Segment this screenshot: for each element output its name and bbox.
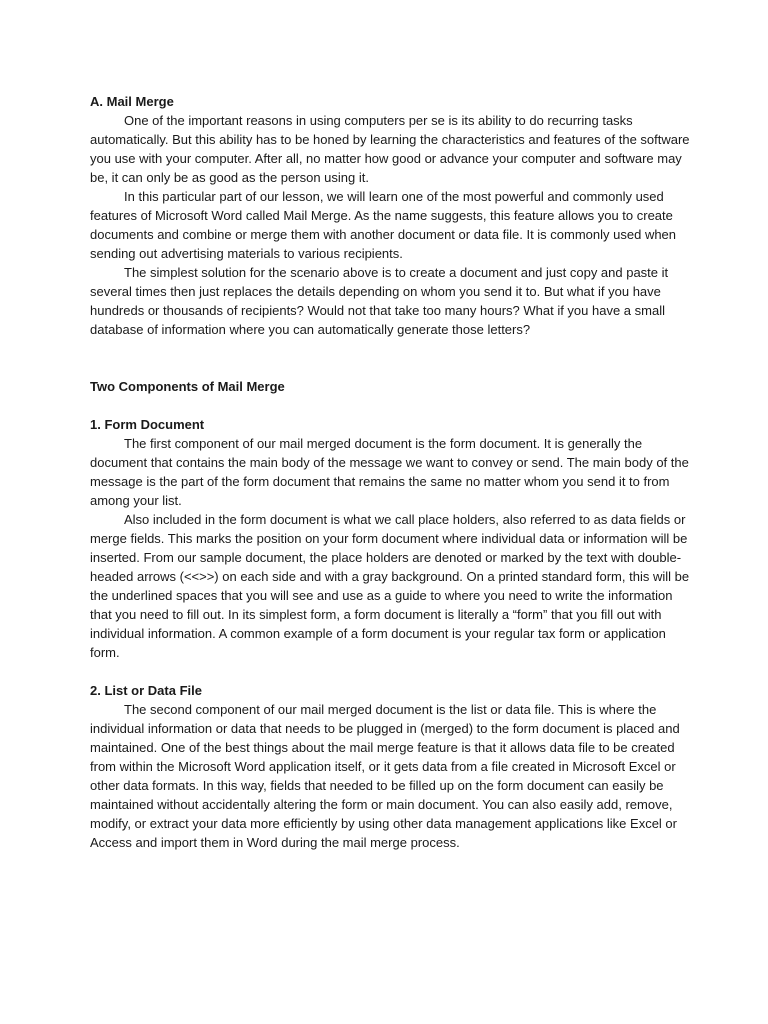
spacer xyxy=(90,339,690,377)
paragraph: One of the important reasons in using computers per se is its ability to do recurring tasks automatically. But this ability has to be honed by learning the characteristics and features of the software you use with your computer. After all, no matter how good or advance your computer and software may be, it can only be as good as the person using it. xyxy=(90,113,690,185)
paragraph: The first component of our mail merged document is the form document. It is generally the document that contains the main body of the message we want to convey or send. The main body of the message is the part of the form document that remains the same no matter whom you send it to from among your list. xyxy=(90,436,689,508)
subsection-heading: 1. Form Document xyxy=(90,417,205,432)
paragraph: In this particular part of our lesson, we will learn one of the most powerful and commonly used features of Microsoft Word called Mail Merge. As the name suggests, this feature allows you to create documents and combine or merge them with another document or data file. It is commonly used when sending out advertising materials to various recipients. xyxy=(90,189,677,261)
spacer xyxy=(90,396,690,415)
section-components xyxy=(90,377,690,396)
document-page xyxy=(90,92,690,852)
spacer xyxy=(90,662,690,681)
subsection-heading: 2. List or Data File xyxy=(90,683,202,698)
paragraph: The simplest solution for the scenario above is to create a document and just copy and paste it several times then just replaces the details depending on whom you send it to. But what if you have hundreds or thousands of recipients? Would not that take too many hours? What if you have a small database of information where you can automatically generate those letters? xyxy=(90,265,669,337)
section-form-document xyxy=(90,415,690,662)
paragraph: The second component of our mail merged document is the list or data file. This is where the individual information or data that needs to be plugged in (merged) to the form document is placed and maintained. One of the best things about the mail merge feature is that it allows data file to be created from within the Microsoft Word application itself, or it gets data from a file created in Microsoft Excel or other data formats. In this way, fields that needed to be filled up on the form document can easily be maintained without accidentally altering the form or main document. You can also easily add, remove, modify, or extract your data more efficiently by using other data management applications like Excel or Access and import them in Word during the mail merge process. xyxy=(90,702,680,850)
section-heading: Two Components of Mail Merge xyxy=(90,379,285,394)
paragraph: Also included in the form document is what we call place holders, also referred to as data fields or merge fields. This marks the position on your form document where individual data or information will be inserted. From our sample document, the place holders are denoted or marked by the text with double-headed arrows (<<>>) on each side and with a gray background. On a printed standard form, this will be the underlined spaces that you will see and use as a guide to where you need to write the information that you need to fill out. In its simplest form, a form document is literally a “form” that you fill out with individual information. A common example of a form document is your regular tax form or application form. xyxy=(90,512,690,660)
section-data-file xyxy=(90,681,690,852)
section-heading: A. Mail Merge xyxy=(90,94,174,109)
section-mail-merge xyxy=(90,92,690,339)
